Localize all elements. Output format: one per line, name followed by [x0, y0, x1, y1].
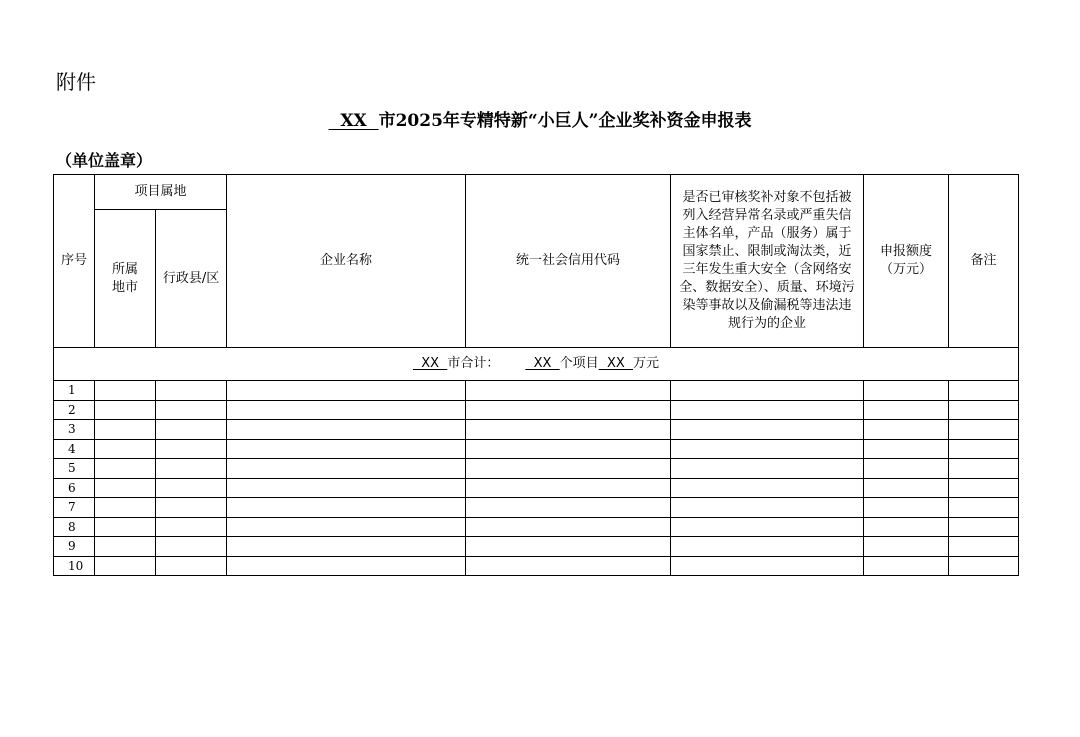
table-row — [54, 498, 1019, 518]
credit-code-cell[interactable] — [466, 537, 671, 557]
unit-seal-label: （单位盖章） — [56, 151, 153, 170]
table-row — [54, 556, 1019, 576]
condition-cell[interactable] — [671, 420, 864, 440]
row-number: 9 — [54, 537, 95, 557]
credit-code-cell[interactable] — [466, 517, 671, 537]
city-cell[interactable] — [95, 498, 156, 518]
row-number: 1 — [54, 381, 95, 401]
city-cell[interactable] — [95, 478, 156, 498]
amount-cell[interactable] — [864, 439, 949, 459]
attachment-label: 附件 — [56, 70, 96, 94]
remarks-cell[interactable] — [949, 556, 1019, 576]
credit-code-cell[interactable] — [466, 420, 671, 440]
remarks-cell[interactable] — [949, 381, 1019, 401]
table-row — [54, 537, 1019, 557]
condition-cell[interactable] — [671, 498, 864, 518]
row-number: 6 — [54, 478, 95, 498]
header-seq: 序号 — [54, 175, 95, 348]
condition-cell[interactable] — [671, 556, 864, 576]
condition-cell[interactable] — [671, 459, 864, 479]
city-cell[interactable] — [95, 517, 156, 537]
credit-code-cell[interactable] — [466, 556, 671, 576]
subtotal-projects-label: 个项目 — [559, 356, 599, 371]
county-cell[interactable] — [156, 537, 227, 557]
header-amount: 申报额度（万元） — [864, 175, 949, 348]
form-title — [0, 106, 1080, 131]
credit-code-cell[interactable] — [466, 498, 671, 518]
condition-cell[interactable] — [671, 478, 864, 498]
title-city-placeholder: XX — [328, 111, 379, 131]
subtotal-city-total-label: 市合计： — [447, 356, 500, 371]
amount-cell[interactable] — [864, 420, 949, 440]
city-subtotal-row — [54, 348, 1019, 381]
amount-cell[interactable] — [864, 498, 949, 518]
remarks-cell[interactable] — [949, 537, 1019, 557]
row-number: 7 — [54, 498, 95, 518]
remarks-cell[interactable] — [949, 498, 1019, 518]
row-number: 4 — [54, 439, 95, 459]
company-name-cell[interactable] — [227, 400, 466, 420]
credit-code-cell[interactable] — [466, 478, 671, 498]
amount-cell[interactable] — [864, 517, 949, 537]
company-name-cell[interactable] — [227, 498, 466, 518]
condition-cell[interactable] — [671, 439, 864, 459]
company-name-cell[interactable] — [227, 537, 466, 557]
company-name-cell[interactable] — [227, 517, 466, 537]
city-cell[interactable] — [95, 459, 156, 479]
credit-code-cell[interactable] — [466, 400, 671, 420]
credit-code-cell[interactable] — [466, 439, 671, 459]
amount-cell[interactable] — [864, 478, 949, 498]
remarks-cell[interactable] — [949, 439, 1019, 459]
remarks-cell[interactable] — [949, 420, 1019, 440]
amount-cell[interactable] — [864, 381, 949, 401]
header-remarks: 备注 — [949, 175, 1019, 348]
condition-cell[interactable] — [671, 537, 864, 557]
credit-code-cell[interactable] — [466, 459, 671, 479]
table-row — [54, 478, 1019, 498]
county-cell[interactable] — [156, 478, 227, 498]
county-cell[interactable] — [156, 459, 227, 479]
remarks-cell[interactable] — [949, 478, 1019, 498]
header-company-name: 企业名称 — [227, 175, 466, 348]
city-cell[interactable] — [95, 537, 156, 557]
county-cell[interactable] — [156, 517, 227, 537]
subtotal-city-placeholder: XX — [412, 356, 448, 371]
remarks-cell[interactable] — [949, 400, 1019, 420]
header-credit-code: 统一社会信用代码 — [466, 175, 671, 348]
company-name-cell[interactable] — [227, 381, 466, 401]
condition-cell[interactable] — [671, 517, 864, 537]
city-cell[interactable] — [95, 439, 156, 459]
county-cell[interactable] — [156, 381, 227, 401]
title-text: 市2025年专精特新“小巨人”企业奖补资金申报表 — [378, 111, 752, 131]
county-cell[interactable] — [156, 420, 227, 440]
county-cell[interactable] — [156, 498, 227, 518]
amount-cell[interactable] — [864, 537, 949, 557]
county-cell[interactable] — [156, 439, 227, 459]
table-row — [54, 381, 1019, 401]
company-name-cell[interactable] — [227, 478, 466, 498]
remarks-cell[interactable] — [949, 459, 1019, 479]
county-cell[interactable] — [156, 400, 227, 420]
table-row — [54, 459, 1019, 479]
row-number: 3 — [54, 420, 95, 440]
table-row — [54, 439, 1019, 459]
amount-cell[interactable] — [864, 459, 949, 479]
table-row — [54, 420, 1019, 440]
row-number: 2 — [54, 400, 95, 420]
city-cell[interactable] — [95, 400, 156, 420]
remarks-cell[interactable] — [949, 517, 1019, 537]
city-cell[interactable] — [95, 420, 156, 440]
header-project-location: 项目属地 — [95, 175, 227, 210]
header-eligibility-condition: 是否已审核奖补对象不包括被列入经营异常名录或严重失信主体名单，产品（服务）属于国家禁止、限制或淘汰类，近三年发生重大安全（含网络安全、数据安全）、质量、环境污染等事故以及偷漏税等违法违规行为的企业 — [671, 175, 864, 348]
amount-cell[interactable] — [864, 400, 949, 420]
header-county: 行政县/区 — [156, 210, 227, 348]
credit-code-cell[interactable] — [466, 381, 671, 401]
subtotal-amount-placeholder: XX — [598, 356, 634, 371]
county-cell[interactable] — [156, 556, 227, 576]
condition-cell[interactable] — [671, 381, 864, 401]
city-cell[interactable] — [95, 556, 156, 576]
amount-cell[interactable] — [864, 556, 949, 576]
subtotal-projects-placeholder: XX — [525, 356, 560, 371]
subtotal-amount-unit: 万元 — [633, 356, 660, 371]
company-name-cell[interactable] — [227, 439, 466, 459]
company-name-cell[interactable] — [227, 420, 466, 440]
company-name-cell[interactable] — [227, 459, 466, 479]
application-table — [53, 174, 1019, 576]
company-name-cell[interactable] — [227, 556, 466, 576]
city-cell[interactable] — [95, 381, 156, 401]
row-number: 5 — [54, 459, 95, 479]
condition-cell[interactable] — [671, 400, 864, 420]
row-number: 10 — [54, 556, 95, 576]
header-city: 所属地市 — [95, 210, 156, 348]
table-row — [54, 517, 1019, 537]
row-number: 8 — [54, 517, 95, 537]
table-row — [54, 400, 1019, 420]
